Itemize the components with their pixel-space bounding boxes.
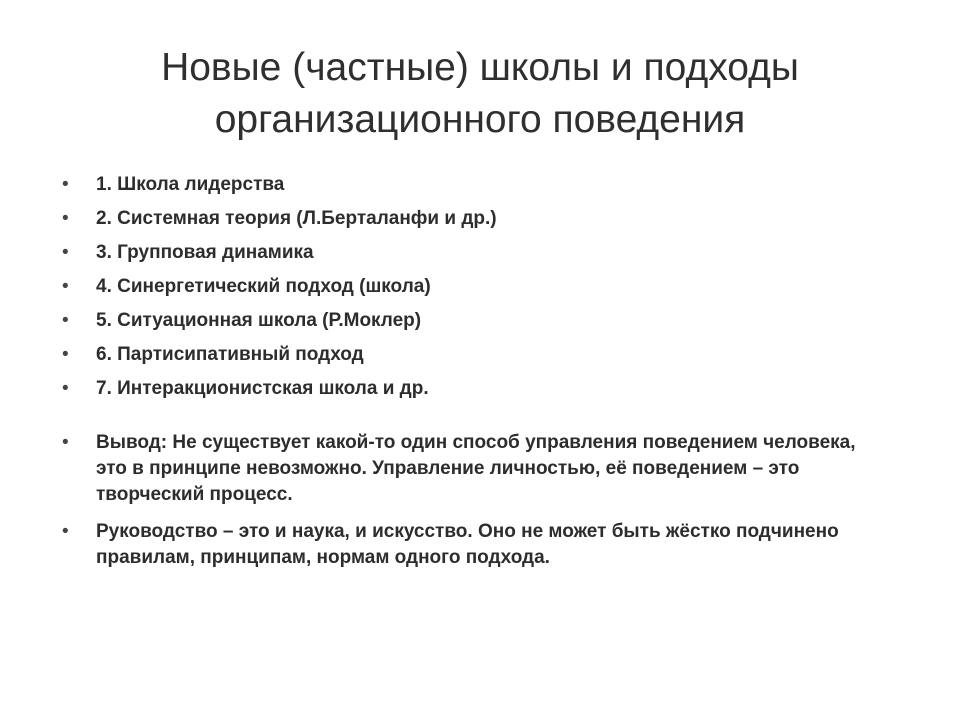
list-item-text: 2. Системная теория (Л.Берталанфи и др.) (96, 208, 497, 229)
list-item-text: 1. Школа лидерства (96, 174, 285, 195)
list-item (62, 240, 922, 266)
bullet-icon: • (62, 174, 69, 195)
bullet-icon: • (62, 208, 69, 229)
bullet-icon: • (62, 344, 69, 365)
list-item (62, 308, 922, 334)
list-item (62, 172, 922, 198)
conclusion-list (62, 430, 922, 571)
schools-list (62, 172, 922, 402)
list-item (62, 206, 922, 232)
list-item-text: 4. Синергетический подход (школа) (96, 276, 431, 297)
bullet-icon: • (62, 432, 69, 453)
list-item (62, 274, 922, 300)
list-item-text: 6. Партисипативный подход (96, 344, 364, 365)
conclusion-item (62, 430, 922, 508)
conclusion-item (62, 519, 922, 571)
bullet-icon: • (62, 521, 69, 542)
list-item-text: 3. Групповая динамика (96, 242, 314, 263)
bullet-icon: • (62, 242, 69, 263)
conclusion-text: Руководство – это и наука, и искусство. Оно не может быть жёстко подчинено правилам, принципам, нормам одного подхода. (96, 521, 839, 568)
title-line-2: организационного поведения (214, 98, 746, 141)
bullet-icon: • (62, 310, 69, 331)
list-item (62, 376, 922, 402)
list-item-text: 7. Интеракционистская школа и др. (96, 378, 429, 399)
bullet-icon: • (62, 378, 69, 399)
conclusion-text: Вывод: Не существует какой-то один способ управления поведением человека, это в принципе невозможно. Управление личностью, её поведением – это творческий процесс. (96, 432, 856, 505)
slide-content (62, 172, 922, 582)
bullet-icon: • (62, 276, 69, 297)
slide-title (60, 42, 900, 146)
list-item (62, 342, 922, 368)
list-item-text: 5. Ситуационная школа (Р.Моклер) (96, 310, 422, 331)
title-line-1: Новые (частные) школы и подходы (161, 46, 799, 89)
